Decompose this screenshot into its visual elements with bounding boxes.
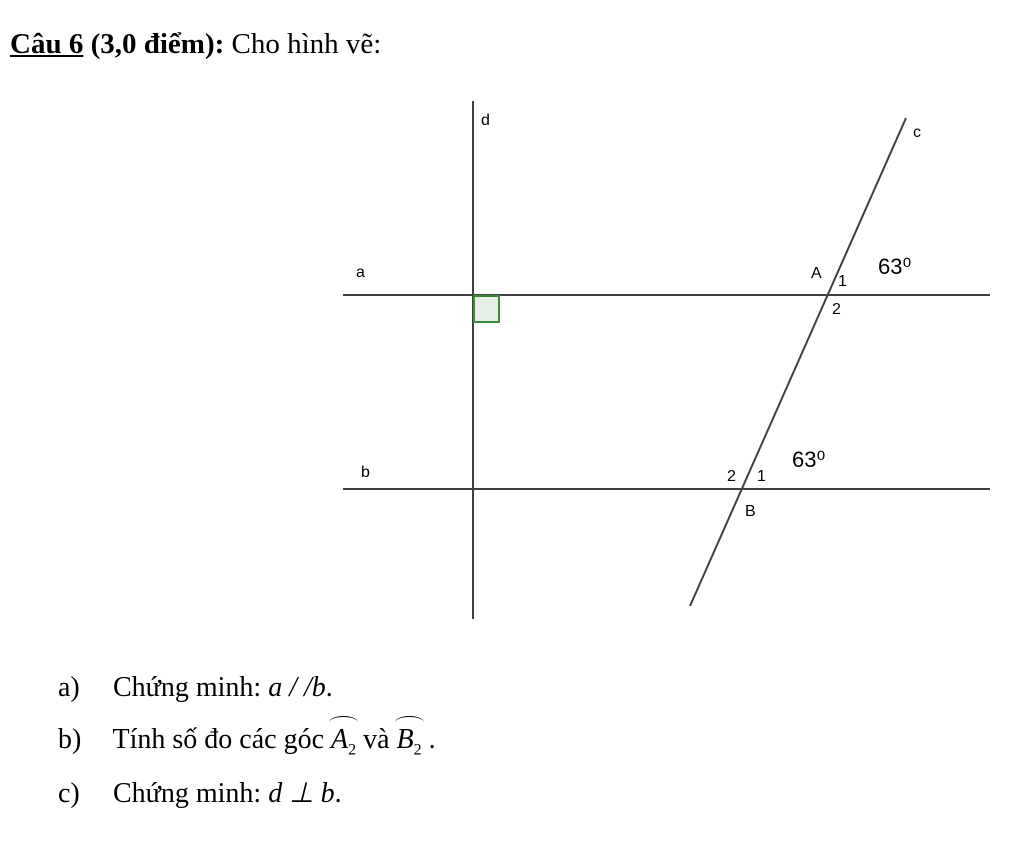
task-c-marker: c) — [58, 778, 80, 809]
label-d: d — [481, 112, 490, 129]
task-a-tail: . — [325, 672, 333, 703]
question-points: (3,0 điểm): — [90, 28, 225, 60]
task-b-tail: . — [428, 724, 436, 755]
point-label-B: B — [745, 503, 756, 520]
task-c-text: Chứng minh: — [113, 778, 262, 809]
question-number: Câu 6 — [10, 28, 84, 60]
angle-label-B2: 2 — [727, 468, 736, 485]
task-c-math: d ⊥ b — [268, 778, 335, 809]
right-angle-marker — [474, 296, 499, 322]
task-b-conj: và — [363, 724, 390, 755]
angle-label-B1: 1 — [757, 468, 766, 485]
task-c-tail: . — [334, 778, 342, 809]
task-b-marker: b) — [58, 724, 82, 755]
angle-value-A: 63⁰ — [878, 254, 912, 279]
task-a-marker: a) — [58, 672, 80, 703]
angle-A2-sub: 2 — [348, 741, 357, 759]
angle-A2 — [331, 724, 356, 760]
task-c — [58, 776, 342, 810]
angle-label-A2: 2 — [832, 301, 841, 318]
angle-B2 — [397, 724, 422, 760]
task-a-math: a / /b — [268, 672, 326, 703]
task-b-text: Tính số đo các góc — [112, 724, 324, 755]
angle-value-B: 63⁰ — [792, 447, 826, 472]
task-a — [58, 672, 333, 704]
label-a: a — [356, 264, 365, 281]
angle-B2-letter: B — [396, 724, 414, 755]
line-c — [690, 118, 906, 606]
angle-label-A1: 1 — [838, 273, 847, 290]
angle-B2-sub: 2 — [413, 741, 422, 759]
task-a-text: Chứng minh: — [113, 672, 262, 703]
point-label-A: A — [811, 265, 822, 282]
angle-A2-letter: A — [331, 724, 349, 755]
label-b: b — [361, 464, 370, 481]
label-c: c — [913, 124, 921, 141]
task-b — [58, 724, 436, 760]
question-prompt: Cho hình vẽ: — [231, 28, 382, 60]
